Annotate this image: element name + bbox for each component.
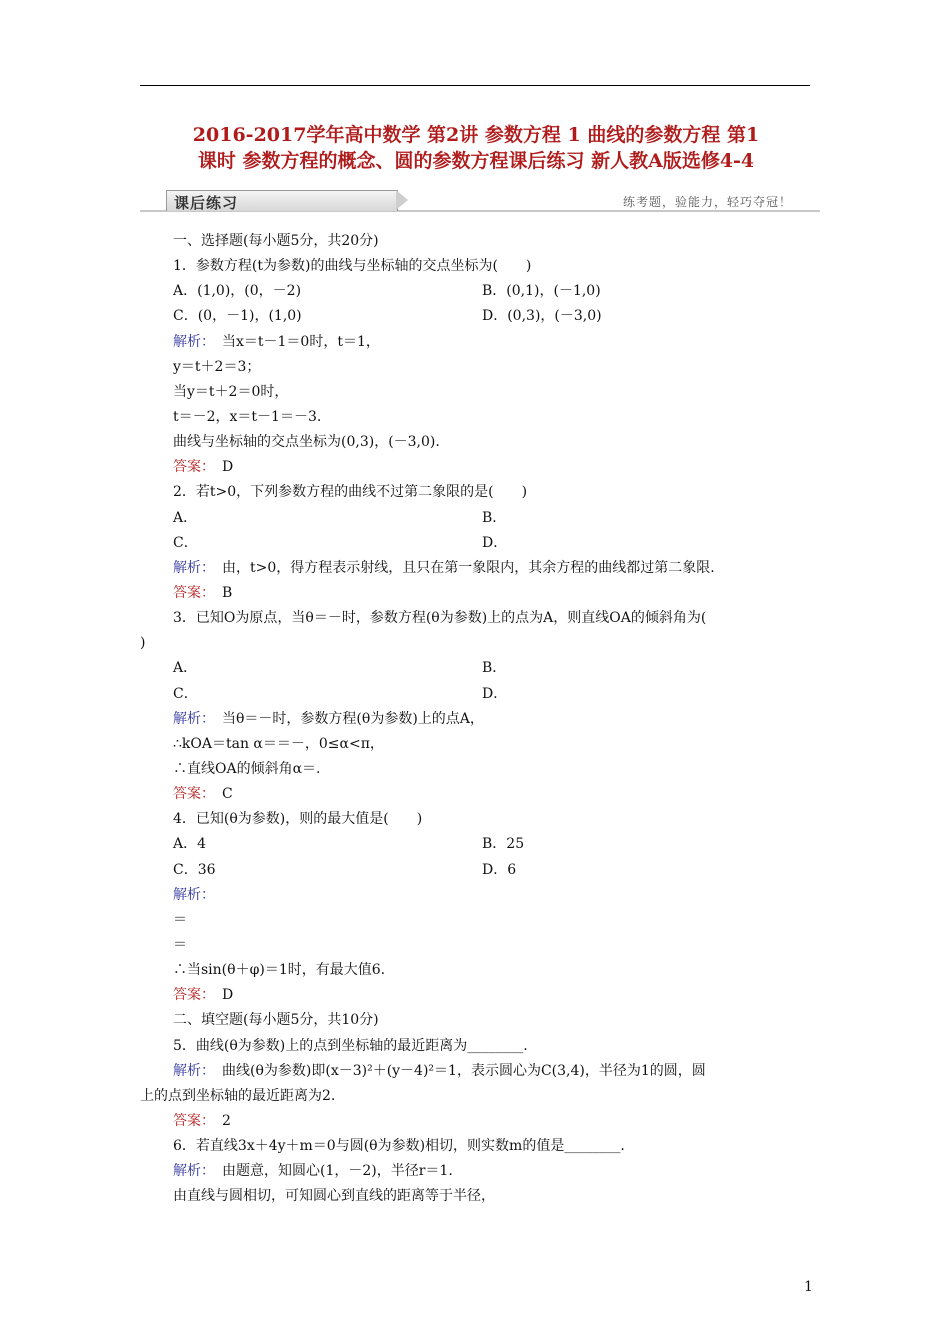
text-line: 曲线与坐标轴的交点坐标为(0,3)，(－3,0). bbox=[173, 434, 440, 451]
header-rule bbox=[140, 85, 810, 86]
answer-line bbox=[140, 581, 812, 606]
option-right: D． bbox=[482, 534, 508, 551]
text-line: 6．若直线3x＋4y＋m＝0与圆(θ为参数)相切，则实数m的值是________. bbox=[173, 1138, 625, 1155]
text-line: 二、填空题(每小题5分，共10分) bbox=[173, 1012, 379, 1029]
option-row bbox=[140, 531, 812, 556]
banner-label: 课后练习 bbox=[174, 194, 239, 212]
analysis-line bbox=[140, 883, 812, 908]
text-line: ＝ bbox=[173, 936, 187, 953]
analysis-line bbox=[140, 1059, 812, 1084]
banner-arrow-icon bbox=[396, 190, 408, 210]
text-line: 4．已知(θ为参数)，则的最大值是( ) bbox=[173, 811, 423, 828]
option-left: A． bbox=[173, 660, 198, 677]
option-right: D． bbox=[482, 685, 508, 702]
line-text: D bbox=[208, 459, 234, 476]
option-right: B． bbox=[482, 509, 507, 526]
line-text: 由，t>0，得方程表示射线，且只在第一象限内，其余方程的曲线都过第二象限. bbox=[208, 559, 715, 576]
option-row bbox=[140, 506, 812, 531]
option-right: B．(0,1)，(－1,0) bbox=[482, 283, 601, 300]
answer-label: 答案： bbox=[173, 786, 208, 803]
exercise-content bbox=[140, 229, 812, 1209]
answer-line bbox=[140, 983, 812, 1008]
analysis-line bbox=[140, 556, 812, 581]
text-line: ∴kOA＝tan α＝＝－，0≤α<π， bbox=[173, 735, 384, 752]
answer-line bbox=[140, 1109, 812, 1134]
line-text: 当θ＝－时，参数方程(θ为参数)上的点A， bbox=[208, 710, 484, 727]
analysis-line bbox=[140, 1159, 812, 1184]
option-row bbox=[140, 832, 812, 857]
title-line-2: 课时 参数方程的概念、圆的参数方程课后练习 新人教A版选修4-4 bbox=[197, 150, 755, 172]
line-text: 2 bbox=[208, 1112, 231, 1129]
option-right: D．6 bbox=[482, 861, 517, 878]
text-line: 2．若t>0，下列参数方程的曲线不过第二象限的是( ) bbox=[173, 484, 528, 501]
text-line: ∴直线OA的倾斜角α＝. bbox=[173, 760, 321, 777]
banner-slogan: 练考题，验能力，轻巧夺冠！ bbox=[622, 195, 792, 209]
text-line: ＝ bbox=[173, 911, 187, 928]
answer-label: 答案： bbox=[173, 584, 208, 601]
section-banner bbox=[140, 190, 820, 214]
analysis-label: 解析： bbox=[173, 710, 208, 727]
page-number: 1 bbox=[804, 1279, 813, 1295]
line-text: 曲线(θ为参数)即(x－3)²＋(y－4)²＝1，表示圆心为C(3,4)，半径为1的圆，圆 bbox=[208, 1062, 706, 1079]
text-line: 一、选择题(每小题5分，共20分) bbox=[173, 233, 379, 249]
option-left: C． bbox=[173, 534, 198, 551]
option-row bbox=[140, 682, 812, 707]
analysis-line bbox=[140, 330, 812, 355]
line-text: D bbox=[208, 987, 234, 1004]
option-left: A．4 bbox=[173, 836, 207, 853]
option-left: A． bbox=[173, 509, 198, 526]
option-row bbox=[140, 304, 812, 329]
analysis-label: 解析： bbox=[173, 1163, 208, 1180]
document-title bbox=[140, 122, 812, 174]
analysis-label: 解析： bbox=[173, 559, 208, 576]
text-line: 当y＝t＋2＝0时， bbox=[173, 383, 289, 400]
option-right: B． bbox=[482, 660, 507, 677]
line-text: B bbox=[208, 584, 233, 601]
line-text: 由题意，知圆心(1，－2)，半径r＝1. bbox=[208, 1163, 453, 1180]
answer-label: 答案： bbox=[173, 987, 208, 1004]
option-right: D．(0,3)，(－3,0) bbox=[482, 308, 602, 325]
text-line: 上的点到坐标轴的最近距离为2. bbox=[140, 1087, 336, 1104]
text-line: 1．参数方程(t为参数)的曲线与坐标轴的交点坐标为( ) bbox=[173, 258, 532, 275]
answer-line bbox=[140, 782, 812, 807]
analysis-label: 解析： bbox=[173, 1062, 208, 1079]
text-line: 3．已知O为原点，当θ＝－时，参数方程(θ为参数)上的点为A，则直线OA的倾斜角为( bbox=[173, 610, 707, 627]
option-left: C．36 bbox=[173, 861, 216, 878]
text-line: t＝－2，x＝t－1＝－3. bbox=[173, 408, 322, 425]
option-row bbox=[140, 858, 812, 883]
answer-line bbox=[140, 455, 812, 480]
option-left: A．(1,0)，(0，－2) bbox=[173, 283, 302, 300]
answer-label: 答案： bbox=[173, 1112, 208, 1129]
answer-label: 答案： bbox=[173, 459, 208, 476]
option-left: C．(0，－1)，(1,0) bbox=[173, 308, 302, 325]
line-text: 当x＝t－1＝0时，t＝1， bbox=[208, 333, 380, 350]
option-right: B．25 bbox=[482, 836, 525, 853]
text-line: 5．曲线(θ为参数)上的点到坐标轴的最近距离为________. bbox=[173, 1037, 528, 1054]
text-line: y＝t＋2＝3； bbox=[173, 358, 261, 375]
option-row bbox=[140, 656, 812, 681]
text-line: 由直线与圆相切，可知圆心到直线的距离等于半径， bbox=[173, 1188, 495, 1205]
analysis-line bbox=[140, 707, 812, 732]
title-line-1: 2016-2017学年高中数学 第2讲 参数方程 1 曲线的参数方程 第1 bbox=[192, 124, 760, 146]
option-left: C． bbox=[173, 685, 198, 702]
analysis-label: 解析： bbox=[173, 886, 215, 903]
option-row bbox=[140, 279, 812, 304]
text-line: ∴当sin(θ＋φ)＝1时，有最大值6. bbox=[173, 962, 386, 979]
analysis-label: 解析： bbox=[173, 333, 208, 350]
line-text: C bbox=[208, 786, 233, 803]
text-line: ) bbox=[140, 635, 146, 652]
